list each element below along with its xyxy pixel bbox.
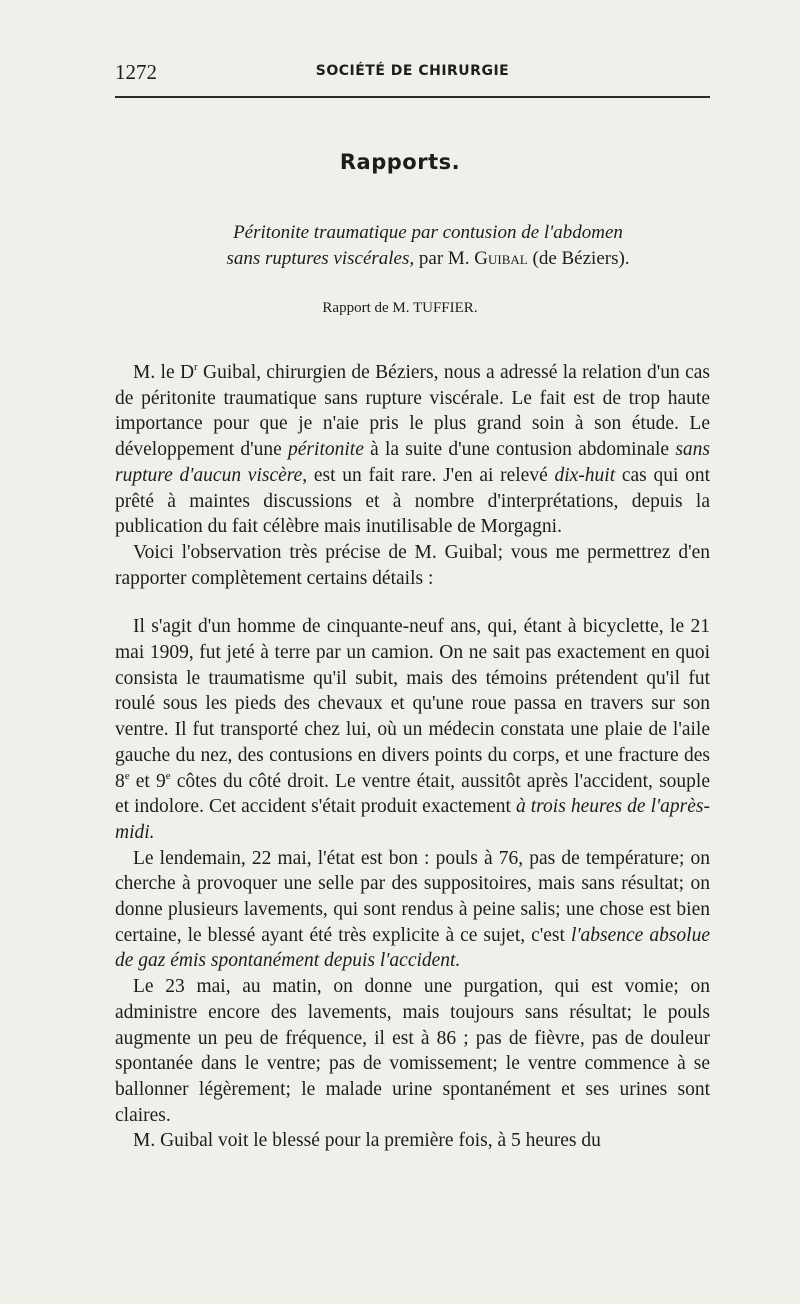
paragraph: Il s'agit d'un homme de cinquante-neuf ans, qui, étant à bicyclette, le 21 mai 1909, fut jeté à terre par un camion. On ne sait pas exactement en quoi consista le traumatisme qu'il subit, mais des témoins prétendent qu'il fut roulé sous les pieds des chevaux et qu'une roue passa en travers sur son ventre. Il fut transporté chez lui, où un médecin constata une plaie de l'aile gauche du nez, des contusions en divers points du corps, et une fracture des 8e et 9e côtes du côté droit. Le ventre était, aussitôt après l'accident, souple et indolore. Cet accident s'était produit exactement à trois heures de l'après-midi.: [115, 616, 710, 843]
body-text: [115, 360, 710, 1154]
rapport-line: Rapport de M. TUFFIER.: [322, 300, 478, 316]
section-title: Rapports.: [339, 150, 461, 174]
page-header: [115, 60, 710, 84]
article-title-italic: sans ruptures viscérales,: [226, 248, 415, 269]
article-title-line2: [168, 246, 688, 272]
article-author: Guibal: [474, 248, 528, 269]
page-number: 1272: [115, 60, 157, 84]
header-rule: [115, 96, 710, 98]
paragraph: Le lendemain, 22 mai, l'état est bon : pouls à 76, pas de température; on cherche à provoquer une selle par des suppositoires, mais sans résultat; on donne plusieurs lavements, qui sont rendus à peine salis; une chose est bien certaine, le blessé ayant été très explicite à ce sujet, c'est l'absence absolue de gaz émis spontanément depuis l'accident.: [115, 847, 710, 972]
paragraph: M. Guibal voit le blessé pour la première fois, à 5 heures du: [133, 1130, 601, 1152]
paragraph: Le 23 mai, au matin, on donne une purgation, qui est vomie; on administre encore des lavements, mais toujours sans résultat; le pouls augmente un peu de fréquence, il est à 86 ; pas de fièvre, pas de douleur spontanée dans le ventre; pas de vomissement; le ventre commence à se ballonner légèrement; le malade urine spontanément et ses urines sont claires.: [115, 976, 710, 1126]
article-title-by: par M.: [414, 248, 475, 269]
article-title: [168, 220, 688, 272]
paragraph: Voici l'observation très précise de M. Guibal; vous me permettrez d'en rapporter complètement certains détails :: [115, 541, 710, 589]
article-author-place: (de Béziers).: [527, 248, 630, 269]
paragraph: M. le $D^r$ Guibal, chirurgien de Béziers, nous a adressé la relation d'un cas de péritonite traumatique sans rupture viscérale. Le fait est de trop haute importance pour que je n'aie pris le plus grand soin à son étude. Le développement d'une péritonite à la suite d'une contusion abdominale sans rupture d'aucun viscère, est un fait rare. J'en ai relevé dix-huit cas qui ont prêté à maintes discussions et à nombre d'interprétations, depuis la publication du fait célèbre mais inutilisable de Morgagni.: [115, 361, 711, 538]
running-head: SOCIÉTÉ DE CHIRURGIE: [315, 63, 510, 79]
article-title-line1: Péritonite traumatique par contusion de l'abdomen: [233, 222, 623, 243]
